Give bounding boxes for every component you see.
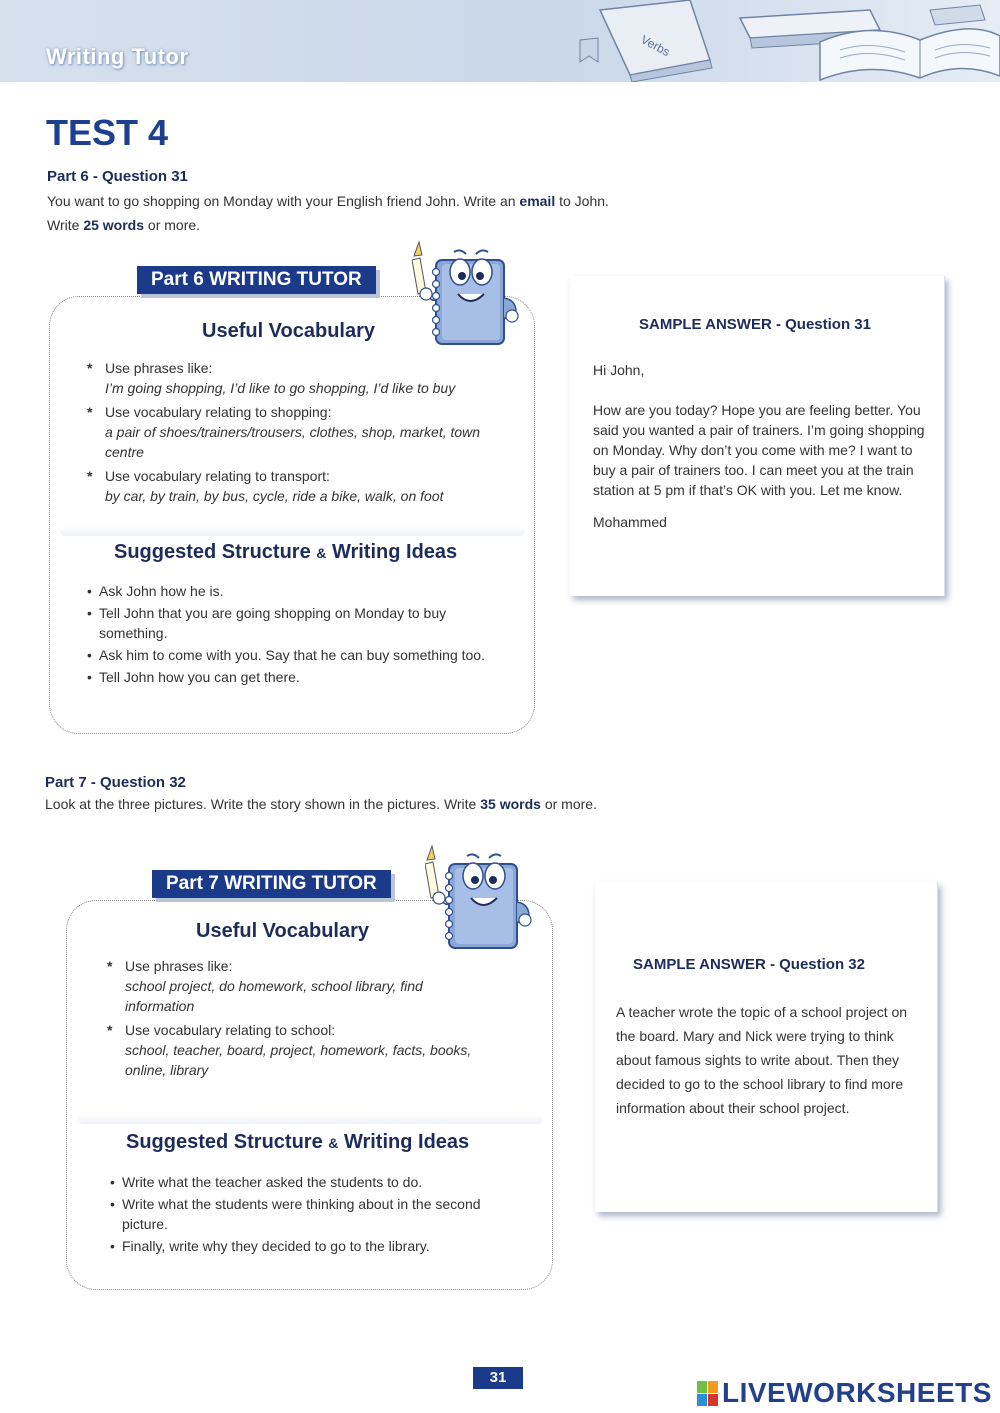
vocab-examples: school project, do homework, school library, find information [125,978,423,1014]
header-banner [0,0,1000,82]
sample31-greeting: Hi John, [593,362,645,378]
vocab-item [87,466,507,506]
q31-instructions [47,189,947,237]
asterisk-icon: * [107,958,113,974]
vocab-label: Use vocabulary relating to transport: [105,468,330,484]
asterisk-icon: * [87,360,93,376]
q31-line1-text: You want to go shopping on Monday with your English friend John. Write an [47,193,520,209]
part7-ideas-list [110,1172,500,1258]
vocab-label: Use phrases like: [105,360,213,376]
page-number: 31 [473,1367,523,1389]
part7-divider [78,1114,543,1124]
part6-ideas-list [87,581,507,689]
part6-divider [60,526,525,536]
bullet-icon: • [87,583,92,599]
notebook-mascot-icon [412,238,522,350]
vocab-label: Use phrases like: [125,958,233,974]
idea-text: Tell John that you are going shopping on Monday to buy something. [99,605,447,641]
part6-tutor-tab: Part 6 WRITING TUTOR [137,266,376,294]
test-title: TEST 4 [46,112,169,153]
part7-vocab-list [107,956,487,1084]
q32-line1-end: or more. [540,796,597,812]
vocab-examples: I’m going shopping, I’d like to go shopping, I’d like to buy [105,380,456,396]
q32-line1-text: Look at the three pictures. Write the story shown in the pictures. Write [45,796,481,812]
sample31-title: SAMPLE ANSWER - Question 31 [639,316,871,333]
structure-title-a: Suggested Structure [114,541,311,563]
part7-structure-title [126,1131,469,1154]
q31-line1-end: to John. [555,193,609,209]
bullet-icon: • [87,669,92,685]
idea-item [87,581,507,601]
banner-title: Writing Tutor [46,44,189,69]
idea-text: Finally, write why they decided to go to the library. [122,1238,430,1254]
idea-item [87,667,507,687]
bullet-icon: • [110,1174,115,1190]
sample32-title: SAMPLE ANSWER - Question 32 [633,956,865,973]
q31-heading: Part 6 - Question 31 [47,168,188,185]
idea-text: Write what the teacher asked the students to do. [122,1174,423,1190]
sample31-paragraph: How are you today? Hope you are feeling better. You said you wanted a pair of trainers. I’m going shopping on Monday. Why don’t you come with me? I want to buy a pair of trainers too. I can meet you at the train station at 5 pm if that’s OK with you. Let me know. [593,402,925,498]
idea-text: Write what the students were thinking about in the second picture. [122,1196,481,1232]
vocab-label: Use vocabulary relating to school: [125,1022,336,1038]
vocab-item [107,956,487,1016]
bullet-icon: • [87,647,92,663]
q31-line2-text: Write [47,217,84,233]
asterisk-icon: * [87,468,93,484]
vocab-examples: school, teacher, board, project, homework, facts, books, online, library [125,1042,472,1078]
notebook-mascot-icon [425,842,535,954]
idea-item [87,603,507,643]
liveworksheets-logo-icon [697,1381,719,1407]
asterisk-icon: * [87,404,93,420]
idea-item [110,1194,500,1234]
structure-title-b: Writing Ideas [331,541,458,563]
ampersand: & [328,1135,339,1151]
idea-text: Ask John how he is. [99,583,224,599]
part7-tutor-tab: Part 7 WRITING TUTOR [152,870,391,898]
vocab-examples: by car, by train, by bus, cycle, ride a bike, walk, on foot [105,488,444,504]
part6-structure-title [114,541,457,564]
q31-line2-end: or more. [144,217,201,233]
q32-instructions [45,792,945,816]
q32-word-count: 35 words [480,796,541,812]
vocab-item [87,358,507,398]
sample32-paragraph: A teacher wrote the topic of a school project on the board. Mary and Nick were trying to think about famous sights to write about. Then they decided to go to the school library to find more information about their school project. [616,1004,908,1116]
q31-word-count: 25 words [83,217,145,233]
part6-vocab-list [87,358,507,510]
asterisk-icon: * [107,1022,113,1038]
bullet-icon: • [110,1196,115,1212]
idea-item [110,1172,500,1192]
structure-title-a: Suggested Structure [126,1131,323,1153]
structure-title-b: Writing Ideas [343,1131,470,1153]
vocab-examples: a pair of shoes/trainers/trousers, clothes, shop, market, town centre [105,424,481,460]
vocab-item [87,402,507,462]
q32-heading: Part 7 - Question 32 [45,774,186,791]
vocab-item [107,1020,487,1080]
bullet-icon: • [87,605,92,621]
idea-item [110,1236,500,1256]
sample31-signoff: Mohammed [593,514,667,530]
ampersand: & [316,545,327,561]
liveworksheets-watermark: LIVEWORKSHEETS [722,1377,992,1408]
idea-text: Tell John how you can get there. [99,669,300,685]
books-illustration [540,0,1000,82]
idea-item [87,645,507,665]
part7-vocab-title: Useful Vocabulary [196,920,370,942]
idea-text: Ask him to come with you. Say that he can buy something too. [99,647,485,663]
bullet-icon: • [110,1238,115,1254]
book-label: Verbs [638,32,673,60]
sample32-body [616,1000,916,1132]
vocab-label: Use vocabulary relating to shopping: [105,404,332,420]
part6-vocab-title: Useful Vocabulary [202,320,376,342]
sample31-body [593,360,933,544]
q31-email-bold: email [519,193,556,209]
